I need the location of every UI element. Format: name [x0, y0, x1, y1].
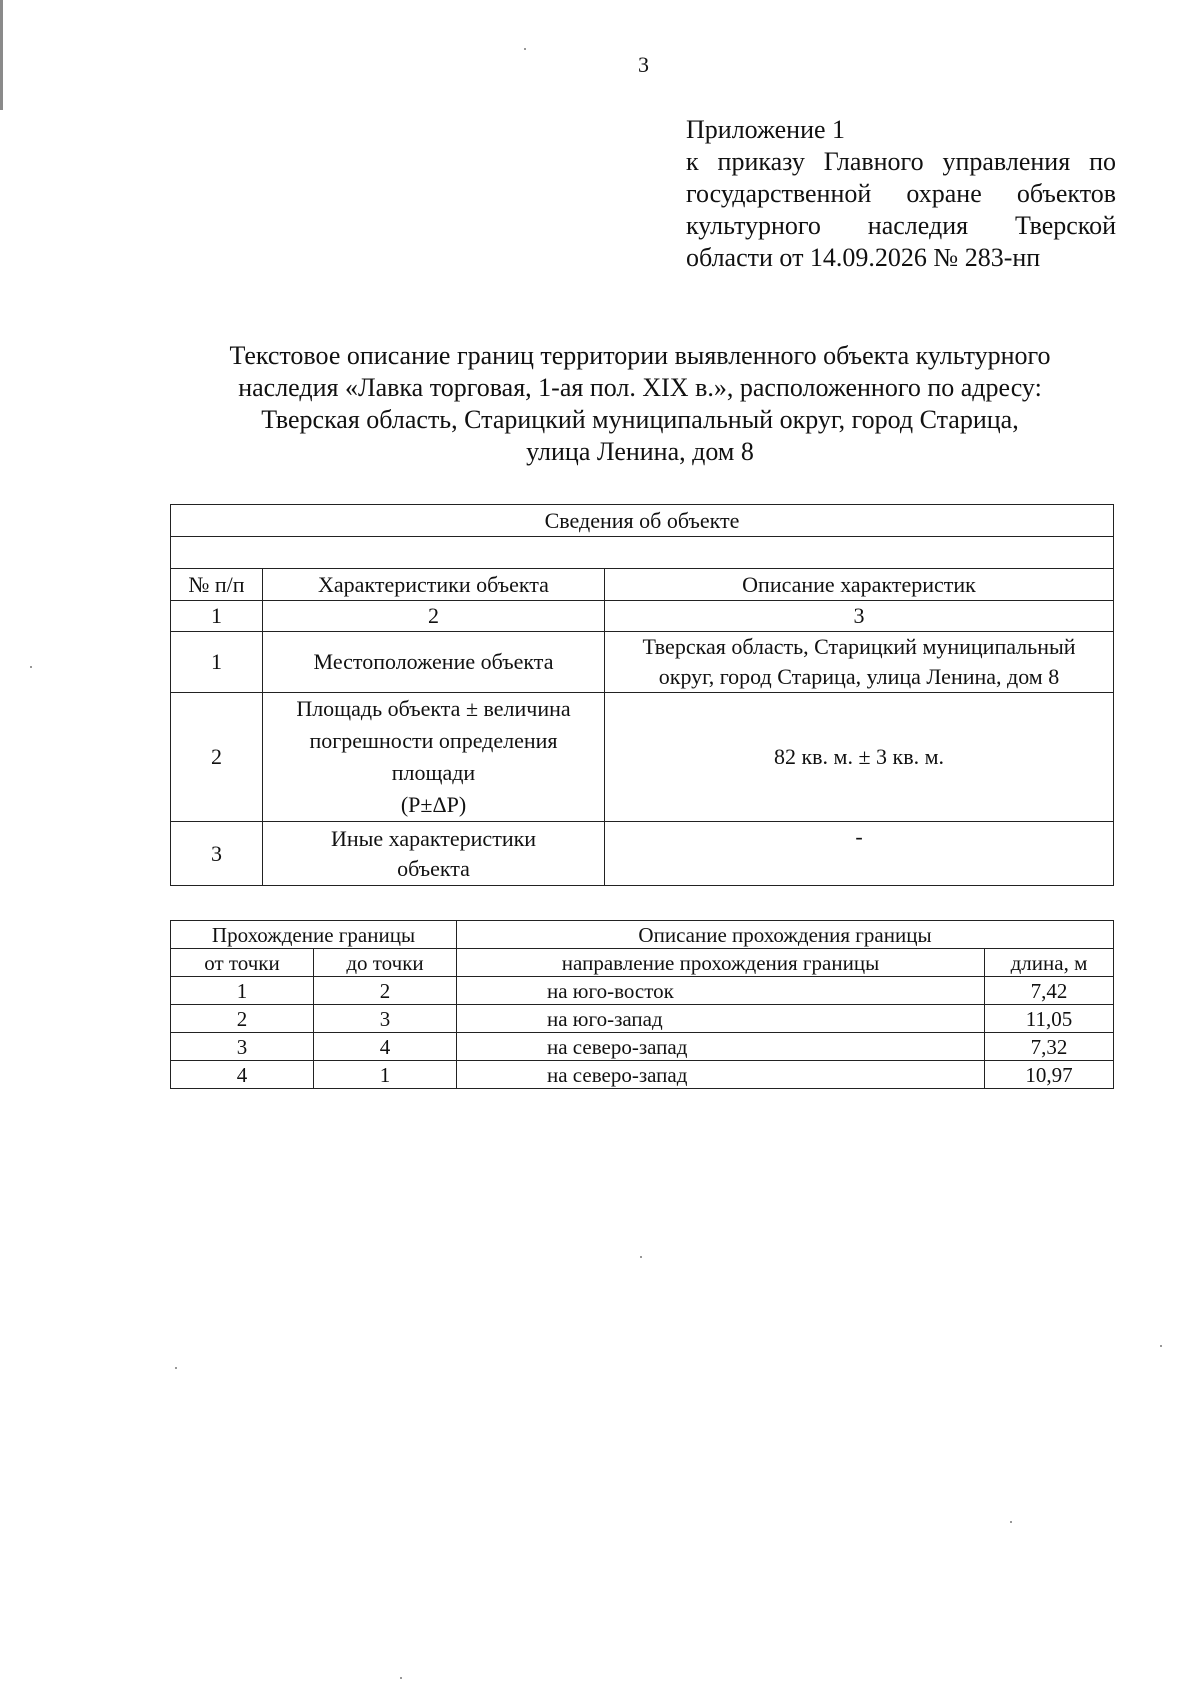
direction: на северо-запад [457, 1061, 985, 1089]
length: 11,05 [985, 1005, 1114, 1033]
table-row [171, 1005, 1114, 1033]
appendix-line: к приказу Главного управления по [686, 147, 1116, 176]
row-value: - [605, 822, 1114, 886]
scan-speck [400, 1677, 402, 1679]
row-number: 3 [171, 822, 263, 886]
to-point: 4 [314, 1033, 457, 1061]
numbering-cell: 3 [605, 601, 1114, 632]
direction: на юго-запад [457, 1005, 985, 1033]
table-row [171, 632, 1114, 693]
scan-speck [1010, 1521, 1012, 1523]
length: 7,32 [985, 1033, 1114, 1061]
header-direction: направление прохождения границы [457, 949, 985, 977]
header-description: Описание характеристик [605, 569, 1114, 601]
length: 10,97 [985, 1061, 1114, 1089]
appendix-line: государственной охране объектов [686, 179, 1116, 208]
page-number: 3 [638, 52, 649, 77]
from-point: 3 [171, 1033, 314, 1061]
from-point: 4 [171, 1061, 314, 1089]
row-characteristic-line: Иные характеристики [330, 825, 537, 851]
table-row [171, 1033, 1114, 1061]
row-value-line: Тверская область, Старицкий муниципальный [642, 634, 1076, 659]
row-value [605, 632, 1114, 693]
row-characteristic-line: Площадь объекта ± величина [296, 696, 571, 721]
table-row [171, 693, 1114, 822]
boundary-header-row [171, 921, 1114, 949]
header-description: Описание прохождения границы [457, 921, 1114, 949]
to-point: 2 [314, 977, 457, 1005]
table-row [171, 1061, 1114, 1089]
table-row [171, 977, 1114, 1005]
to-point: 3 [314, 1005, 457, 1033]
title-line: улица Ленина, дом 8 [526, 437, 754, 466]
header-to-point: до точки [314, 949, 457, 977]
from-point: 2 [171, 1005, 314, 1033]
scan-speck [30, 666, 32, 668]
object-info-table [170, 504, 1114, 886]
header-num: № п/п [171, 569, 263, 601]
row-characteristic-line: площади [391, 760, 476, 785]
table-header-row [171, 569, 1114, 601]
row-value-line: округ, город Старица, улица Ленина, дом 8 [658, 664, 1060, 689]
direction: на северо-запад [457, 1033, 985, 1061]
scan-speck [640, 1256, 642, 1258]
scan-speck [1160, 1345, 1162, 1347]
row-characteristic [263, 693, 605, 822]
row-number: 2 [171, 693, 263, 822]
scan-speck [175, 1367, 177, 1369]
title-line: Текстовое описание границ территории выявленного объекта культурного [229, 341, 1051, 370]
appendix-line: области от 14.09.2026 № 283-нп [686, 243, 1041, 272]
table-numbering-row [171, 601, 1114, 632]
direction: на юго-восток [457, 977, 985, 1005]
row-characteristic-line: объекта [397, 855, 470, 881]
table-caption-row [171, 505, 1114, 537]
to-point: 1 [314, 1061, 457, 1089]
table-caption: Сведения об объекте [171, 505, 1114, 537]
numbering-cell: 2 [263, 601, 605, 632]
table-row [171, 822, 1114, 886]
row-characteristic-line: погрешности определения [309, 728, 558, 753]
row-characteristic [263, 822, 605, 886]
appendix-title: Приложение 1 [686, 115, 846, 144]
header-characteristic: Характеристики объекта [263, 569, 605, 601]
header-passage: Прохождение границы [171, 921, 457, 949]
title-line: Тверская область, Старицкий муниципальный округ, город Старица, [261, 405, 1019, 434]
boundary-table [170, 920, 1114, 1089]
table-empty-cell [171, 537, 1114, 569]
row-characteristic: Местоположение объекта [263, 632, 605, 693]
length: 7,42 [985, 977, 1114, 1005]
appendix-header [686, 114, 1116, 274]
document-title [150, 340, 1130, 468]
row-value: 82 кв. м. ± 3 кв. м. [605, 693, 1114, 822]
boundary-subheader-row [171, 949, 1114, 977]
title-line: наследия «Лавка торговая, 1-ая пол. XIX в.», расположенного по адресу: [238, 373, 1042, 402]
from-point: 1 [171, 977, 314, 1005]
row-number: 1 [171, 632, 263, 693]
scan-speck [524, 48, 526, 50]
row-characteristic-line: (P±ΔP) [400, 792, 467, 817]
header-length: длина, м [985, 949, 1114, 977]
table-empty-row [171, 537, 1114, 569]
appendix-line: культурного наследия Тверской [686, 211, 1116, 240]
numbering-cell: 1 [171, 601, 263, 632]
header-from-point: от точки [171, 949, 314, 977]
